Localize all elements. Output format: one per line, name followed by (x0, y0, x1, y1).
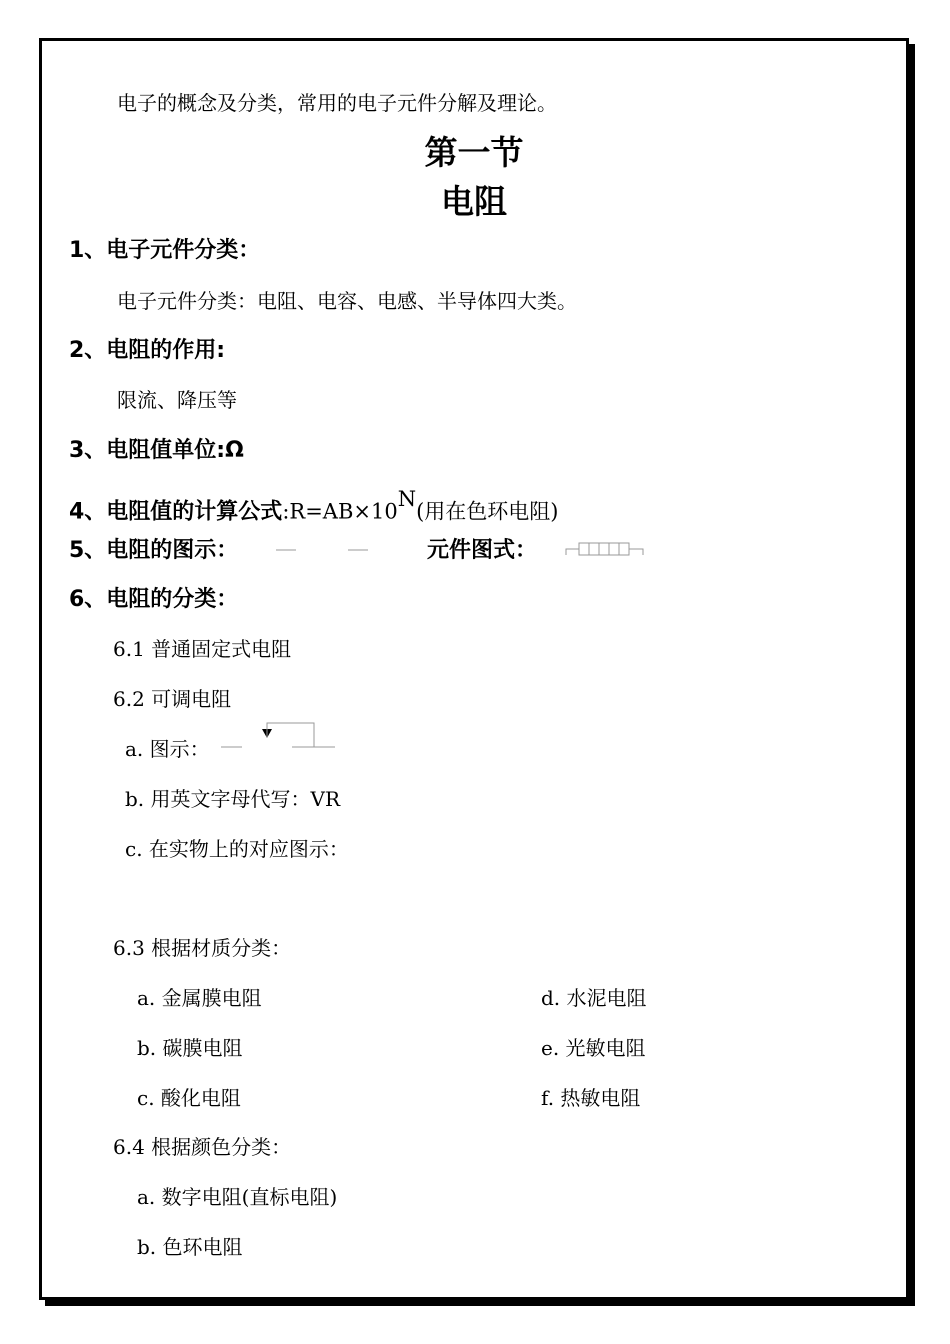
formula-exponent: N (397, 487, 417, 511)
variable-resistor-icon (220, 719, 340, 751)
section-subtitle: 电阻 (441, 182, 507, 221)
resistor-symbol-icon (272, 546, 372, 556)
formula-note: (用在色环电阻) (416, 499, 559, 524)
heading-1: 1、电子元件分类： (69, 238, 261, 263)
material-item-c: c. 酸化电阻 (137, 1086, 241, 1110)
heading-6: 6、电阻的分类： (69, 587, 239, 612)
subsection-6-2-b: b. 用英文字母代写：VR (125, 787, 341, 811)
subsection-6-2-a: a. 图示： (125, 737, 210, 761)
section-title: 第一节 (424, 133, 524, 172)
heading-4-label: 4、电阻值的计算公式 (69, 499, 283, 525)
subsection-6-3: 6.3 根据材质分类： (113, 936, 292, 960)
subsection-6-2-c: c. 在实物上的对应图示： (125, 837, 349, 861)
heading-3: 3、电阻值单位:Ω (69, 438, 244, 463)
subsection-6-4: 6.4 根据颜色分类： (113, 1135, 292, 1159)
component-diagram-label: 元件图式： (427, 538, 538, 563)
intro-text: 电子的概念及分类，常用的电子元件分解及理论。 (117, 91, 557, 115)
color-item-b: b. 色环电阻 (137, 1235, 243, 1259)
material-item-b: b. 碳膜电阻 (137, 1036, 243, 1060)
heading-4 (69, 489, 558, 526)
heading-5: 5、电阻的图示： (69, 538, 239, 563)
color-item-a: a. 数字电阻(直标电阻) (137, 1185, 338, 1209)
heading-2: 2、电阻的作用: (69, 338, 226, 363)
material-item-e: e. 光敏电阻 (541, 1036, 646, 1060)
material-item-a: a. 金属膜电阻 (137, 986, 262, 1010)
material-item-d: d. 水泥电阻 (541, 986, 647, 1010)
resistor-component-icon (565, 539, 647, 561)
page-frame (39, 38, 909, 1300)
paragraph-2: 限流、降压等 (117, 388, 237, 412)
subsection-6-1: 6.1 普通固定式电阻 (113, 637, 292, 661)
subsection-6-2: 6.2 可调电阻 (113, 687, 232, 711)
formula: :R=AB×10 (282, 499, 398, 524)
material-item-f: f. 热敏电阻 (541, 1086, 641, 1110)
paragraph-1: 电子元件分类：电阻、电容、电感、半导体四大类。 (117, 289, 577, 313)
